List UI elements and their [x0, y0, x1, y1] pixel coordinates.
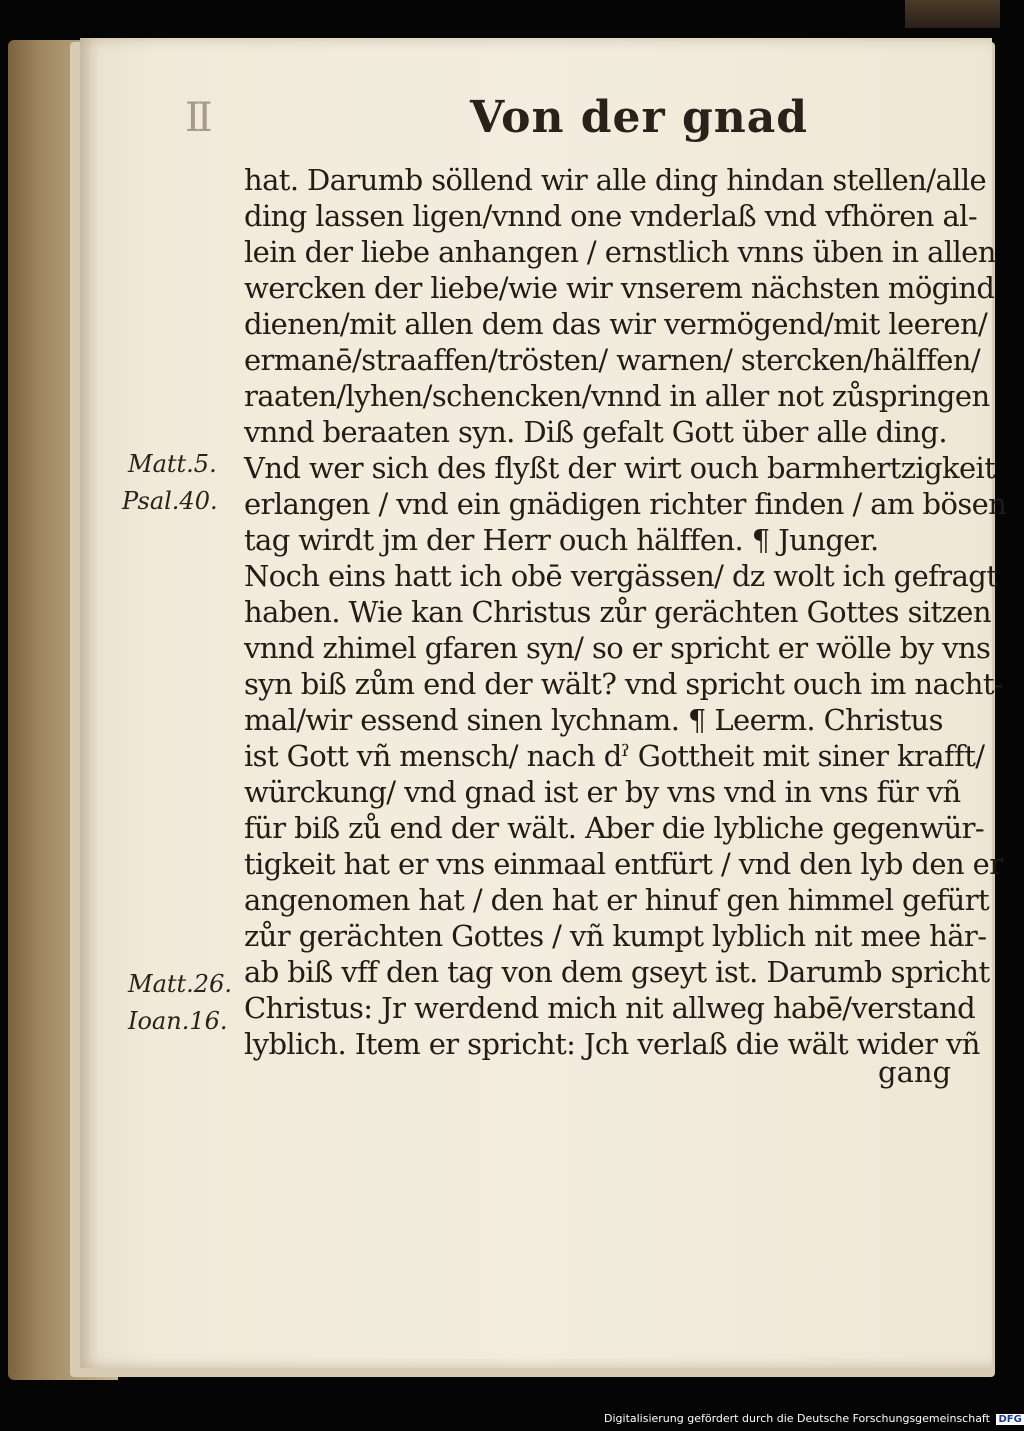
text-line: ding lassen ligen/vnnd one vnderlaß vnd vfhören al-	[244, 199, 978, 233]
text-line: vnnd beraaten syn. Diß gefalt Gott über alle ding.	[244, 415, 947, 449]
marginal-note: Matt.26.	[128, 970, 232, 998]
page-number: II	[185, 95, 209, 141]
text-line: wercken der liebe/wie wir vnserem nächsten mögind	[244, 271, 995, 305]
book-cover-corner	[905, 0, 1000, 28]
text-line: Christus: Jr werdend mich nit allweg habē/verstand	[244, 991, 976, 1025]
text-line: hat. Darumb söllend wir alle ding hindan stellen/alle	[244, 163, 987, 197]
catchword: gang	[878, 1055, 952, 1089]
credit-text: Digitalisierung gefördert durch die Deutsche Forschungsgemeinschaft	[604, 1412, 990, 1425]
text-line: mal/wir essend sinen lychnam. ¶ Leerm. Christus	[244, 703, 943, 737]
text-line: ab biß vff den tag von dem gseyt ist. Darumb spricht	[244, 955, 990, 989]
text-line: raaten/lyhen/schencken/vnnd in aller not zůspringen	[244, 379, 990, 413]
text-line: zůr gerächten Gottes / vñ kumpt lyblich nit mee här-	[244, 919, 987, 953]
text-line: dienen/mit allen dem das wir vermögend/mit leeren/	[244, 307, 988, 341]
text-line: lyblich. Item er spricht: Jch verlaß die wält wider vñ	[244, 1027, 980, 1061]
text-line: Vnd wer sich des flyßt der wirt ouch barmhertzigkeit	[244, 451, 996, 485]
text-line: würckung/ vnd gnad ist er by vns vnd in vns für vñ	[244, 775, 961, 809]
marginal-note: Ioan.16.	[128, 1007, 228, 1035]
text-line: syn biß zům end der wält? vnd spricht ouch im nacht-	[244, 667, 1004, 701]
marginal-note: Matt.5.	[128, 450, 217, 478]
text-line: für biß zů end der wält. Aber die lybliche gegenwür-	[244, 811, 985, 845]
text-line: ermanē/straaffen/trösten/ warnen/ stercken/hälffen/	[244, 343, 981, 377]
text-line: ist Gott vñ mensch/ nach dˀ Gottheit mit siner krafft/	[244, 739, 985, 773]
body-text	[244, 162, 1007, 1062]
text-line: angenomen hat / den hat er hinuf gen himmel gefürt	[244, 883, 990, 917]
text-line: haben. Wie kan Christus zůr gerächten Gottes sitzen	[244, 595, 991, 629]
text-line: tigkeit hat er vns einmaal entfürt / vnd den lyb den er	[244, 847, 1003, 881]
text-line: vnnd zhimel gfaren syn/ so er spricht er wölle by vns	[244, 631, 991, 665]
dfg-logo-icon: DFG	[998, 1414, 1022, 1425]
text-line: erlangen / vnd ein gnädigen richter finden / am bösen	[244, 487, 1007, 521]
text-line: Noch eins hatt ich obē vergässen/ dz wolt ich gefragt	[244, 559, 998, 593]
digitization-credit	[604, 1412, 1024, 1425]
running-head: Von der gnad	[470, 92, 809, 143]
text-line: lein der liebe anhangen / ernstlich vnns üben in allen	[244, 235, 996, 269]
text-line: tag wirdt jm der Herr ouch hälffen. ¶ Junger.	[244, 523, 879, 557]
marginal-note: Psal.40.	[122, 487, 218, 515]
